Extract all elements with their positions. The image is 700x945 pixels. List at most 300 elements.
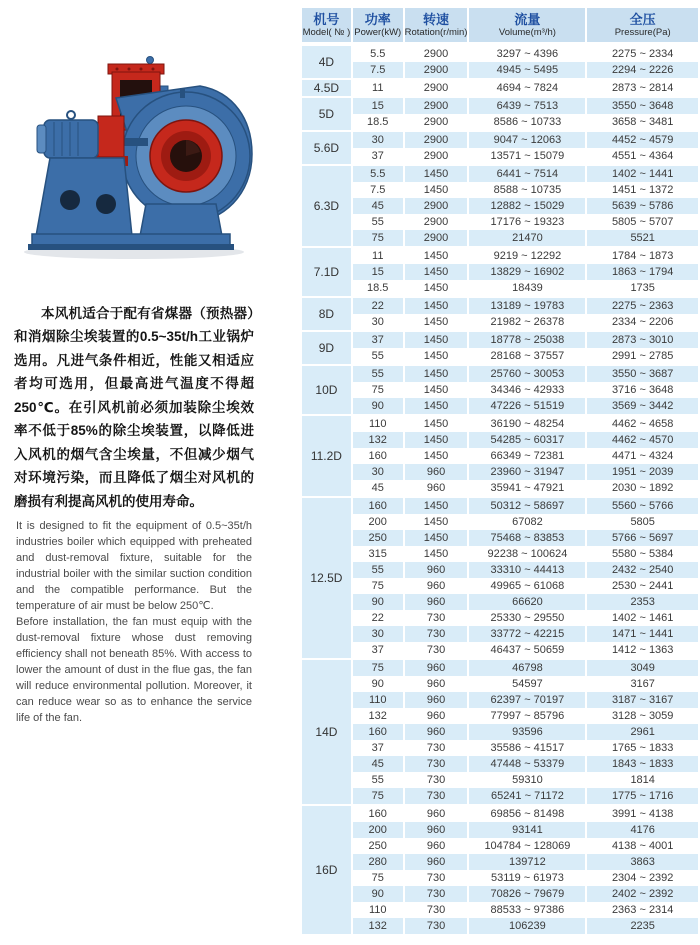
model-cell: 11.2D bbox=[302, 414, 351, 496]
volume-cell: 62397 ~ 70197 bbox=[469, 692, 585, 708]
rotation-cell: 2900 bbox=[405, 96, 468, 114]
col-header-power-zh: 功率 bbox=[364, 12, 391, 27]
volume-cell: 53119 ~ 61973 bbox=[469, 870, 585, 886]
power-cell: 280 bbox=[353, 854, 403, 870]
pressure-cell: 5580 ~ 5384 bbox=[587, 546, 698, 562]
power-cell: 5.5 bbox=[353, 164, 403, 182]
rotation-cell: 730 bbox=[405, 788, 468, 804]
power-cell: 37 bbox=[353, 148, 403, 164]
pressure-cell: 4176 bbox=[587, 822, 698, 838]
rotation-cell: 2900 bbox=[405, 230, 468, 246]
pressure-cell: 2402 ~ 2392 bbox=[587, 886, 698, 902]
volume-cell: 8586 ~ 10733 bbox=[469, 114, 585, 130]
volume-cell: 4945 ~ 5495 bbox=[469, 62, 585, 78]
volume-cell: 35941 ~ 47921 bbox=[469, 480, 585, 496]
volume-cell: 47226 ~ 51519 bbox=[469, 398, 585, 414]
table-row bbox=[302, 182, 698, 198]
table-row bbox=[302, 740, 698, 756]
power-cell: 7.5 bbox=[353, 62, 403, 78]
pressure-cell: 3187 ~ 3167 bbox=[587, 692, 698, 708]
rotation-cell: 730 bbox=[405, 918, 468, 934]
rotation-cell: 1450 bbox=[405, 182, 468, 198]
table-row bbox=[302, 464, 698, 480]
rotation-cell: 1450 bbox=[405, 496, 468, 514]
power-cell: 75 bbox=[353, 578, 403, 594]
rotation-cell: 1450 bbox=[405, 514, 468, 530]
pressure-cell: 3716 ~ 3648 bbox=[587, 382, 698, 398]
pressure-cell: 4551 ~ 4364 bbox=[587, 148, 698, 164]
power-cell: 132 bbox=[353, 918, 403, 934]
fan-spec-table bbox=[300, 8, 700, 934]
table-row bbox=[302, 364, 698, 382]
volume-cell: 13189 ~ 19783 bbox=[469, 296, 585, 314]
pressure-cell: 2991 ~ 2785 bbox=[587, 348, 698, 364]
rotation-cell: 960 bbox=[405, 854, 468, 870]
rotation-cell: 1450 bbox=[405, 164, 468, 182]
rotation-cell: 2900 bbox=[405, 62, 468, 78]
power-cell: 75 bbox=[353, 382, 403, 398]
rotation-cell: 1450 bbox=[405, 382, 468, 398]
table-row bbox=[302, 148, 698, 164]
rotation-cell: 2900 bbox=[405, 78, 468, 96]
power-cell: 37 bbox=[353, 642, 403, 658]
table-row bbox=[302, 642, 698, 658]
table-row bbox=[302, 692, 698, 708]
pressure-cell: 2275 ~ 2334 bbox=[587, 44, 698, 62]
rotation-cell: 2900 bbox=[405, 44, 468, 62]
pressure-cell: 5521 bbox=[587, 230, 698, 246]
power-cell: 45 bbox=[353, 756, 403, 772]
volume-cell: 93596 bbox=[469, 724, 585, 740]
rotation-cell: 1450 bbox=[405, 330, 468, 348]
table-row bbox=[302, 578, 698, 594]
power-cell: 160 bbox=[353, 804, 403, 822]
model-cell: 4.5D bbox=[302, 78, 351, 96]
power-cell: 15 bbox=[353, 96, 403, 114]
table-row bbox=[302, 822, 698, 838]
volume-cell: 18778 ~ 25038 bbox=[469, 330, 585, 348]
power-cell: 55 bbox=[353, 562, 403, 578]
rotation-cell: 1450 bbox=[405, 432, 468, 448]
table-row bbox=[302, 626, 698, 642]
pressure-cell: 1951 ~ 2039 bbox=[587, 464, 698, 480]
pressure-cell: 2304 ~ 2392 bbox=[587, 870, 698, 886]
power-cell: 7.5 bbox=[353, 182, 403, 198]
rotation-cell: 730 bbox=[405, 870, 468, 886]
power-cell: 22 bbox=[353, 610, 403, 626]
rotation-cell: 1450 bbox=[405, 296, 468, 314]
power-cell: 5.5 bbox=[353, 44, 403, 62]
volume-cell: 35586 ~ 41517 bbox=[469, 740, 585, 756]
volume-cell: 33310 ~ 44413 bbox=[469, 562, 585, 578]
table-row bbox=[302, 676, 698, 692]
table-row bbox=[302, 130, 698, 148]
volume-cell: 33772 ~ 42215 bbox=[469, 626, 585, 642]
volume-cell: 93141 bbox=[469, 822, 585, 838]
pressure-cell: 3991 ~ 4138 bbox=[587, 804, 698, 822]
table-row bbox=[302, 610, 698, 626]
table-row bbox=[302, 398, 698, 414]
rotation-cell: 960 bbox=[405, 692, 468, 708]
table-row bbox=[302, 772, 698, 788]
volume-cell: 18439 bbox=[469, 280, 585, 296]
rotation-cell: 730 bbox=[405, 902, 468, 918]
model-cell: 12.5D bbox=[302, 496, 351, 658]
rotation-cell: 960 bbox=[405, 464, 468, 480]
power-cell: 30 bbox=[353, 130, 403, 148]
pressure-cell: 2432 ~ 2540 bbox=[587, 562, 698, 578]
intro-paragraph-en-2: Before installation, the fan must equip with the dust-removal fixture whose dust removing efficiency shall not beneath 85%. With access to lower the amount of dust in the flue gas, the fan will reduce environmental pollution. Moreover, it can reduce wear so as to enhance the service life of the fan. bbox=[16, 616, 252, 724]
pressure-cell: 4452 ~ 4579 bbox=[587, 130, 698, 148]
power-cell: 75 bbox=[353, 788, 403, 804]
col-header-pressure bbox=[587, 8, 698, 44]
rotation-cell: 730 bbox=[405, 642, 468, 658]
power-cell: 110 bbox=[353, 692, 403, 708]
table-row bbox=[302, 330, 698, 348]
model-cell: 14D bbox=[302, 658, 351, 804]
rotation-cell: 1450 bbox=[405, 264, 468, 280]
table-row bbox=[302, 902, 698, 918]
pressure-cell: 2235 bbox=[587, 918, 698, 934]
table-row bbox=[302, 724, 698, 740]
pressure-cell: 2873 ~ 2814 bbox=[587, 78, 698, 96]
power-cell: 11 bbox=[353, 246, 403, 264]
pressure-cell: 2873 ~ 3010 bbox=[587, 330, 698, 348]
volume-cell: 77997 ~ 85796 bbox=[469, 708, 585, 724]
table-row bbox=[302, 788, 698, 804]
table-row bbox=[302, 756, 698, 772]
volume-cell: 75468 ~ 83853 bbox=[469, 530, 585, 546]
volume-cell: 47448 ~ 53379 bbox=[469, 756, 585, 772]
power-cell: 37 bbox=[353, 740, 403, 756]
power-cell: 55 bbox=[353, 348, 403, 364]
col-header-volume bbox=[469, 8, 585, 44]
power-cell: 75 bbox=[353, 658, 403, 676]
volume-cell: 13829 ~ 16902 bbox=[469, 264, 585, 280]
model-cell: 16D bbox=[302, 804, 351, 934]
power-cell: 160 bbox=[353, 724, 403, 740]
power-cell: 55 bbox=[353, 772, 403, 788]
pressure-cell: 1412 ~ 1363 bbox=[587, 642, 698, 658]
pressure-cell: 2961 bbox=[587, 724, 698, 740]
rotation-cell: 1450 bbox=[405, 314, 468, 330]
intro-paragraph-zh: 本风机适合于配有省煤器（预热器）和消烟除尘埃装置的0.5~35t/h工业锅炉选用。凡进气条件相近，性能又相适应者均可选用，但最高进气温度不得超250℃。在引风机前必须加装除尘埃效率不低于85%的除尘埃装置，以降低进入风机的烟气含尘埃量，不但减少烟气对环境污染，而且降低了烟尘对风机的磨损有利提高风机的使用寿命。 bbox=[14, 305, 254, 509]
pressure-cell: 2275 ~ 2363 bbox=[587, 296, 698, 314]
table-row bbox=[302, 854, 698, 870]
power-cell: 132 bbox=[353, 708, 403, 724]
volume-cell: 21470 bbox=[469, 230, 585, 246]
table-row bbox=[302, 432, 698, 448]
pressure-cell: 1775 ~ 1716 bbox=[587, 788, 698, 804]
power-cell: 22 bbox=[353, 296, 403, 314]
power-cell: 160 bbox=[353, 448, 403, 464]
pressure-cell: 1784 ~ 1873 bbox=[587, 246, 698, 264]
table-row bbox=[302, 514, 698, 530]
model-cell: 7.1D bbox=[302, 246, 351, 296]
table-row bbox=[302, 44, 698, 62]
volume-cell: 6439 ~ 7513 bbox=[469, 96, 585, 114]
pressure-cell: 3569 ~ 3442 bbox=[587, 398, 698, 414]
table-row bbox=[302, 886, 698, 902]
pressure-cell: 5805 bbox=[587, 514, 698, 530]
table-row bbox=[302, 198, 698, 214]
fan-product-image bbox=[4, 28, 294, 264]
rotation-cell: 1450 bbox=[405, 364, 468, 382]
power-cell: 55 bbox=[353, 364, 403, 382]
volume-cell: 46437 ~ 50659 bbox=[469, 642, 585, 658]
pressure-cell: 1814 bbox=[587, 772, 698, 788]
pressure-cell: 2294 ~ 2226 bbox=[587, 62, 698, 78]
pressure-cell: 1765 ~ 1833 bbox=[587, 740, 698, 756]
pressure-cell: 5560 ~ 5766 bbox=[587, 496, 698, 514]
volume-cell: 50312 ~ 58697 bbox=[469, 496, 585, 514]
volume-cell: 46798 bbox=[469, 658, 585, 676]
volume-cell: 59310 bbox=[469, 772, 585, 788]
volume-cell: 25760 ~ 30053 bbox=[469, 364, 585, 382]
rotation-cell: 1450 bbox=[405, 348, 468, 364]
power-cell: 45 bbox=[353, 198, 403, 214]
table-row bbox=[302, 348, 698, 364]
pressure-cell: 2334 ~ 2206 bbox=[587, 314, 698, 330]
volume-cell: 4694 ~ 7824 bbox=[469, 78, 585, 96]
power-cell: 90 bbox=[353, 398, 403, 414]
table-row bbox=[302, 918, 698, 934]
volume-cell: 139712 bbox=[469, 854, 585, 870]
pressure-cell: 3550 ~ 3648 bbox=[587, 96, 698, 114]
model-cell: 10D bbox=[302, 364, 351, 414]
col-header-rotation bbox=[405, 8, 468, 44]
table-row bbox=[302, 546, 698, 562]
volume-cell: 67082 bbox=[469, 514, 585, 530]
table-row bbox=[302, 530, 698, 546]
col-header-power bbox=[353, 8, 403, 44]
volume-cell: 13571 ~ 15079 bbox=[469, 148, 585, 164]
table-row bbox=[302, 658, 698, 676]
pressure-cell: 2353 bbox=[587, 594, 698, 610]
pressure-cell: 3167 bbox=[587, 676, 698, 692]
rotation-cell: 2900 bbox=[405, 130, 468, 148]
volume-cell: 6441 ~ 7514 bbox=[469, 164, 585, 182]
volume-cell: 69856 ~ 81498 bbox=[469, 804, 585, 822]
power-cell: 30 bbox=[353, 464, 403, 480]
fan-motor bbox=[37, 111, 98, 158]
volume-cell: 3297 ~ 4396 bbox=[469, 44, 585, 62]
table-row bbox=[302, 164, 698, 182]
pressure-cell: 3049 bbox=[587, 658, 698, 676]
col-header-model-en: Model( № ) bbox=[302, 27, 351, 38]
col-header-pressure-zh: 全压 bbox=[629, 12, 656, 27]
power-cell: 18.5 bbox=[353, 280, 403, 296]
table-row bbox=[302, 448, 698, 464]
col-header-rotation-en: Rotation(r/min) bbox=[404, 27, 468, 38]
rotation-cell: 2900 bbox=[405, 148, 468, 164]
volume-cell: 28168 ~ 37557 bbox=[469, 348, 585, 364]
volume-cell: 66349 ~ 72381 bbox=[469, 448, 585, 464]
rotation-cell: 960 bbox=[405, 562, 468, 578]
table-row bbox=[302, 246, 698, 264]
power-cell: 160 bbox=[353, 496, 403, 514]
rotation-cell: 2900 bbox=[405, 114, 468, 130]
table-row bbox=[302, 382, 698, 398]
table-row bbox=[302, 838, 698, 854]
model-cell: 5D bbox=[302, 96, 351, 130]
rotation-cell: 960 bbox=[405, 658, 468, 676]
power-cell: 132 bbox=[353, 432, 403, 448]
rotation-cell: 960 bbox=[405, 578, 468, 594]
pressure-cell: 2363 ~ 2314 bbox=[587, 902, 698, 918]
pressure-cell: 1843 ~ 1833 bbox=[587, 756, 698, 772]
table-row bbox=[302, 264, 698, 280]
rotation-cell: 1450 bbox=[405, 246, 468, 264]
model-cell: 9D bbox=[302, 330, 351, 364]
rotation-cell: 960 bbox=[405, 594, 468, 610]
volume-cell: 9047 ~ 12063 bbox=[469, 130, 585, 148]
power-cell: 110 bbox=[353, 902, 403, 918]
rotation-cell: 730 bbox=[405, 610, 468, 626]
power-cell: 30 bbox=[353, 626, 403, 642]
col-header-rotation-zh: 转速 bbox=[423, 12, 450, 27]
col-header-model-zh: 机号 bbox=[313, 12, 340, 27]
pressure-cell: 4138 ~ 4001 bbox=[587, 838, 698, 854]
table-row bbox=[302, 280, 698, 296]
volume-cell: 23960 ~ 31947 bbox=[469, 464, 585, 480]
table-row bbox=[302, 870, 698, 886]
col-header-power-en: Power(kW) bbox=[354, 27, 402, 38]
rotation-cell: 730 bbox=[405, 740, 468, 756]
rotation-cell: 730 bbox=[405, 626, 468, 642]
power-cell: 55 bbox=[353, 214, 403, 230]
model-cell: 4D bbox=[302, 44, 351, 78]
pressure-cell: 5805 ~ 5707 bbox=[587, 214, 698, 230]
table-row bbox=[302, 414, 698, 432]
power-cell: 250 bbox=[353, 838, 403, 854]
power-cell: 90 bbox=[353, 676, 403, 692]
col-header-volume-zh: 流量 bbox=[514, 12, 541, 27]
table-row bbox=[302, 214, 698, 230]
rotation-cell: 960 bbox=[405, 804, 468, 822]
intro-paragraphs-en bbox=[16, 518, 252, 726]
rotation-cell: 730 bbox=[405, 772, 468, 788]
volume-cell: 36190 ~ 48254 bbox=[469, 414, 585, 432]
table-row bbox=[302, 804, 698, 822]
power-cell: 11 bbox=[353, 78, 403, 96]
col-header-pressure-en: Pressure(Pa) bbox=[614, 27, 671, 38]
col-header-model bbox=[302, 8, 351, 44]
rotation-cell: 960 bbox=[405, 838, 468, 854]
fan-support bbox=[140, 204, 222, 236]
pressure-cell: 1735 bbox=[587, 280, 698, 296]
power-cell: 315 bbox=[353, 546, 403, 562]
pressure-cell: 5639 ~ 5786 bbox=[587, 198, 698, 214]
volume-cell: 92238 ~ 100624 bbox=[469, 546, 585, 562]
pressure-cell: 1863 ~ 1794 bbox=[587, 264, 698, 280]
intro-paragraph-en-1: It is designed to fit the equipment of 0.5~35t/h industries boiler which equipped with preheated and dust-removal fixture, suitable for the industrial boiler with the similar suction condition and the compatible performance. But the temperature of air must be below 250℃. bbox=[16, 520, 252, 612]
power-cell: 110 bbox=[353, 414, 403, 432]
volume-cell: 25330 ~ 29550 bbox=[469, 610, 585, 626]
volume-cell: 49965 ~ 61068 bbox=[469, 578, 585, 594]
pressure-cell: 3550 ~ 3687 bbox=[587, 364, 698, 382]
table-row bbox=[302, 480, 698, 496]
table-row bbox=[302, 708, 698, 724]
volume-cell: 106239 bbox=[469, 918, 585, 934]
rotation-cell: 960 bbox=[405, 724, 468, 740]
model-cell: 6.3D bbox=[302, 164, 351, 246]
pressure-cell: 3658 ~ 3481 bbox=[587, 114, 698, 130]
rotation-cell: 960 bbox=[405, 822, 468, 838]
pressure-cell: 5766 ~ 5697 bbox=[587, 530, 698, 546]
pressure-cell: 2030 ~ 1892 bbox=[587, 480, 698, 496]
rotation-cell: 1450 bbox=[405, 546, 468, 562]
power-cell: 90 bbox=[353, 886, 403, 902]
pressure-cell: 1451 ~ 1372 bbox=[587, 182, 698, 198]
pressure-cell: 1402 ~ 1441 bbox=[587, 164, 698, 182]
power-cell: 30 bbox=[353, 314, 403, 330]
power-cell: 200 bbox=[353, 514, 403, 530]
pressure-cell: 2530 ~ 2441 bbox=[587, 578, 698, 594]
volume-cell: 8588 ~ 10735 bbox=[469, 182, 585, 198]
power-cell: 75 bbox=[353, 870, 403, 886]
volume-cell: 34346 ~ 42933 bbox=[469, 382, 585, 398]
rotation-cell: 1450 bbox=[405, 530, 468, 546]
volume-cell: 54285 ~ 60317 bbox=[469, 432, 585, 448]
rotation-cell: 730 bbox=[405, 756, 468, 772]
fan-base-lip bbox=[28, 244, 234, 250]
col-header-volume-en: Volume(m³/h) bbox=[498, 27, 556, 38]
pressure-cell: 1402 ~ 1461 bbox=[587, 610, 698, 626]
table-row bbox=[302, 62, 698, 78]
fan-inlet bbox=[150, 120, 222, 192]
table-row bbox=[302, 230, 698, 246]
volume-cell: 12882 ~ 15029 bbox=[469, 198, 585, 214]
model-cell: 5.6D bbox=[302, 130, 351, 164]
rotation-cell: 1450 bbox=[405, 280, 468, 296]
table-row bbox=[302, 114, 698, 130]
power-cell: 37 bbox=[353, 330, 403, 348]
power-cell: 18.5 bbox=[353, 114, 403, 130]
rotation-cell: 1450 bbox=[405, 414, 468, 432]
fan-pedestal bbox=[36, 158, 132, 236]
volume-cell: 54597 bbox=[469, 676, 585, 692]
table-row bbox=[302, 562, 698, 578]
rotation-cell: 2900 bbox=[405, 198, 468, 214]
pressure-cell: 4462 ~ 4570 bbox=[587, 432, 698, 448]
volume-cell: 17176 ~ 19323 bbox=[469, 214, 585, 230]
volume-cell: 88533 ~ 97386 bbox=[469, 902, 585, 918]
volume-cell: 104784 ~ 128069 bbox=[469, 838, 585, 854]
power-cell: 75 bbox=[353, 230, 403, 246]
centrifugal-fan-illustration bbox=[4, 28, 294, 264]
pressure-cell: 3128 ~ 3059 bbox=[587, 708, 698, 724]
rotation-cell: 960 bbox=[405, 676, 468, 692]
power-cell: 15 bbox=[353, 264, 403, 280]
table-row bbox=[302, 496, 698, 514]
rotation-cell: 2900 bbox=[405, 214, 468, 230]
volume-cell: 21982 ~ 26378 bbox=[469, 314, 585, 330]
model-cell: 8D bbox=[302, 296, 351, 330]
table-row bbox=[302, 594, 698, 610]
rotation-cell: 730 bbox=[405, 886, 468, 902]
table-header-row bbox=[302, 8, 698, 44]
table-row bbox=[302, 314, 698, 330]
rotation-cell: 1450 bbox=[405, 398, 468, 414]
pressure-cell: 3863 bbox=[587, 854, 698, 870]
pressure-cell: 1471 ~ 1441 bbox=[587, 626, 698, 642]
table-row bbox=[302, 296, 698, 314]
volume-cell: 66620 bbox=[469, 594, 585, 610]
volume-cell: 70826 ~ 79679 bbox=[469, 886, 585, 902]
power-cell: 90 bbox=[353, 594, 403, 610]
power-cell: 45 bbox=[353, 480, 403, 496]
